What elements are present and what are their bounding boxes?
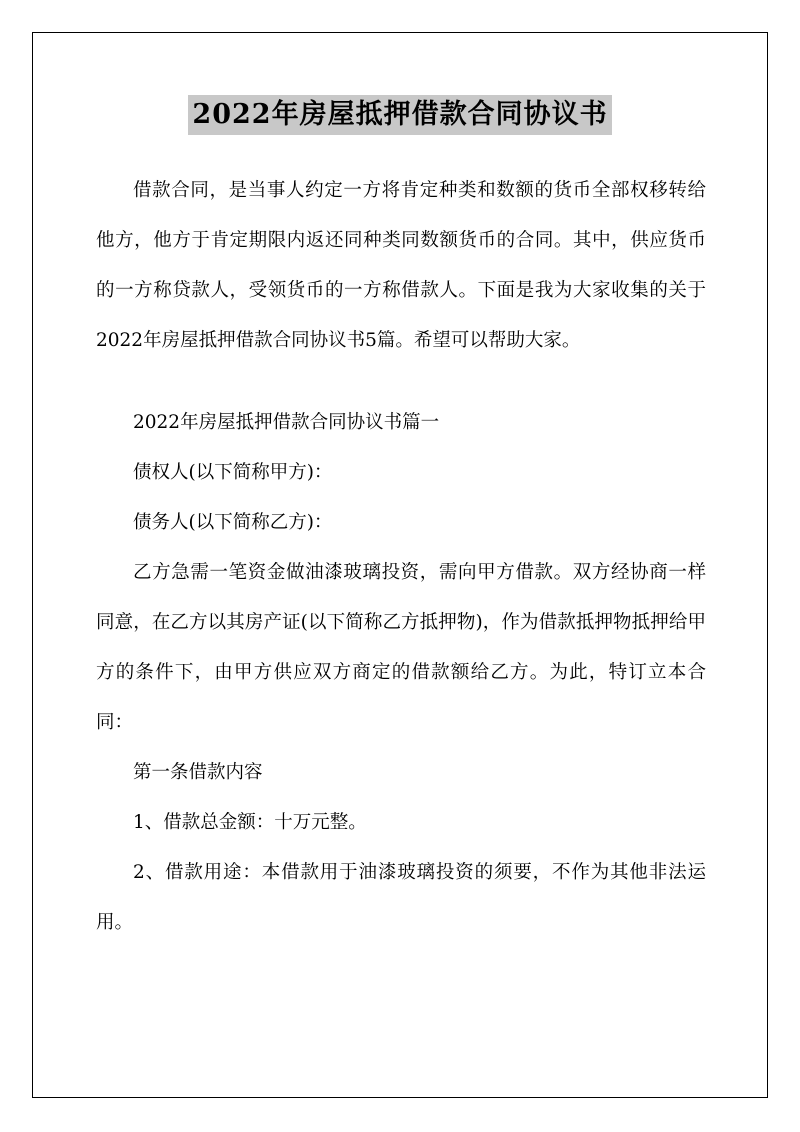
agreement-paragraph: 乙方急需一笔资金做油漆玻璃投资，需向甲方借款。双方经协商一样同意，在乙方以其房产证(以下简称乙方抵押物)，作为借款抵押物抵押给甲方的条件下，由甲方供应双方商定的借款额给乙方。为此，特订立本合同：: [96, 562, 706, 733]
clause-2: 2、借款用途：本借款用于油漆玻璃投资的须要，不作为其他非法运用。: [96, 862, 706, 933]
document-body: [96, 166, 706, 948]
clause-1: 1、借款总金额：十万元整。: [133, 812, 367, 833]
intro-paragraph: 借款合同，是当事人约定一方将肯定种类和数额的货币全部权移转给他方，他方于肯定期限内返还同种类同数额货币的合同。其中，供应货币的一方称贷款人，受领货币的一方称借款人。下面是我为大家收集的关于2022年房屋抵押借款合同协议书5篇。希望可以帮助大家。: [96, 180, 706, 351]
article-heading: 第一条借款内容: [133, 762, 263, 783]
title-container: [0, 95, 800, 135]
document-title: 2022年房屋抵押借款合同协议书: [188, 95, 611, 135]
creditor-line: 债权人(以下简称甲方)：: [133, 462, 333, 483]
section-heading: 2022年房屋抵押借款合同协议书篇一: [133, 412, 440, 433]
debtor-line: 债务人(以下简称乙方)：: [133, 512, 333, 533]
section-spacer: [96, 366, 706, 398]
